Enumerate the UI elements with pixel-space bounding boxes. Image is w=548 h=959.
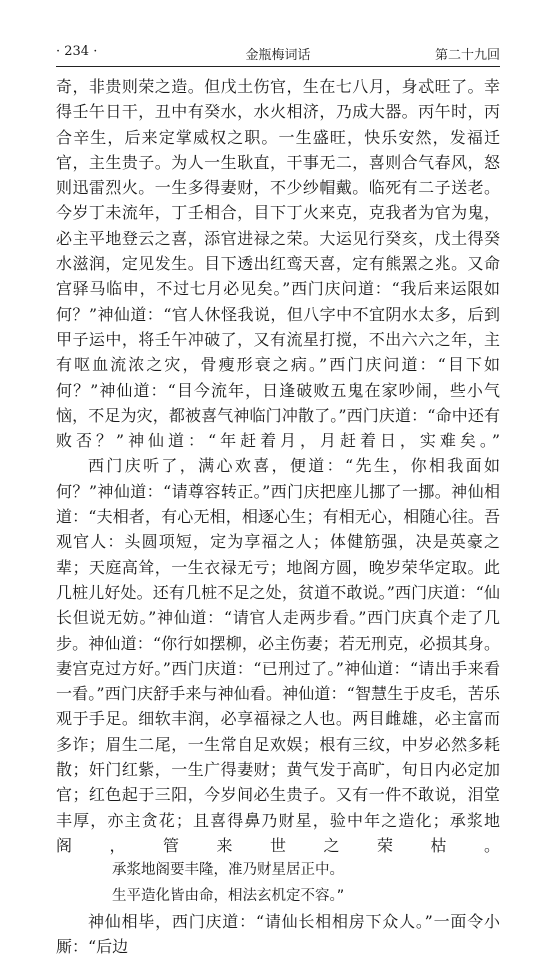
poem-line-2: 生平造化皆由命，相法玄机定不容。” [112,887,345,904]
page-header [56,40,500,67]
paragraph-3: 神仙相毕，西门庆道：“请仙长相相房下众人。”一面令小厮：“后边 [56,911,500,957]
page-body [56,74,500,959]
poem-line-1: 承浆地阁要丰隆，准乃财星居正中。 [112,862,344,879]
paragraph-1: 奇，非贵则荣之造。但戊土伤官，生在七八月，身忒旺了。幸得壬午日干，丑中有癸水，水火相济，乃成大器。丙午时，丙合辛生，后来定掌威权之职。一生盛旺，快乐安然，发福迁官，主生贵子。为人一生耿直，干事无二，喜则合气春风，怒则迅雷烈火。一生多得妻财，不少纱帽戴。临死有二子送老。今岁丁未流年，丁壬相合，目下丁火来克，克我者为官为鬼，必主平地登云之喜，添官进禄之荣。大运见行癸亥，戊土得癸水滋润，定见发生。目下透出红鸾天喜，定有熊罴之兆。又命宫驿马临申，不过七月必见矣。”西门庆问道：“我后来运限如何？”神仙道：“官人休怪我说，但八字中不宜阴水太多，后到甲子运中，将壬午冲破了，又有流星打搅，不出六六之年，主有呕血流浓之灾，骨瘦形衰之病。”西门庆问道：“目下如何？”神仙道：“目今流年，日逢破败五鬼在家吵闹，些小气恼，不足为灾，都被喜气神临门冲散了。”西门庆道：“命中还有败否？”神仙道：“年赶着月，月赶着日，实难矣。” [56,77,500,451]
book-title: 金瓶梅词话 [245,48,311,63]
chapter-title: 第二十九回 [434,48,500,63]
paragraph-2: 西门庆听了，满心欢喜，便道：“先生，你相我面如何？”神仙道：“请尊容转正。”西门庆把座儿挪了一挪。神仙相道：“夫相者，有心无相，相逐心生；有相无心，相随心往。吾观官人：头圆项短，定为享福之人；体健筋强，决是英豪之辈；天庭高耸，一生衣禄无亏；地阁方圆，晚岁荣华定取。此几桩儿好处。还有几桩不足之处，贫道不敢说。”西门庆道：“仙长但说无妨。”神仙道：“请官人走两步看。”西门庆真个走了几步。神仙道：“你行如摆柳，必主伤妻；若无刑克，必损其身。妻宫克过方好。”西门庆道：“已刑过了。”神仙道：“请出手来看一看。”西门庆舒手来与神仙看。神仙道：“智慧生于皮毛，苦乐观于手足。细软丰润，必享福禄之人也。两目雌雄，必主富而多诈；眉生二尾，一生常自足欢娱；根有三纹，中岁必然多耗散；奸门红紫，一生广得妻财；黄气发于高旷，旬日内必定加官；红色起于三阳，今岁间必生贵子。又有一件不敢说，泪堂丰厚，亦主贪花；且喜得鼻乃财星，验中年之造化；承浆地阁，管来世之荣枯。 [56,456,500,855]
poem [56,858,500,909]
page-number: · 234 · [56,44,98,59]
